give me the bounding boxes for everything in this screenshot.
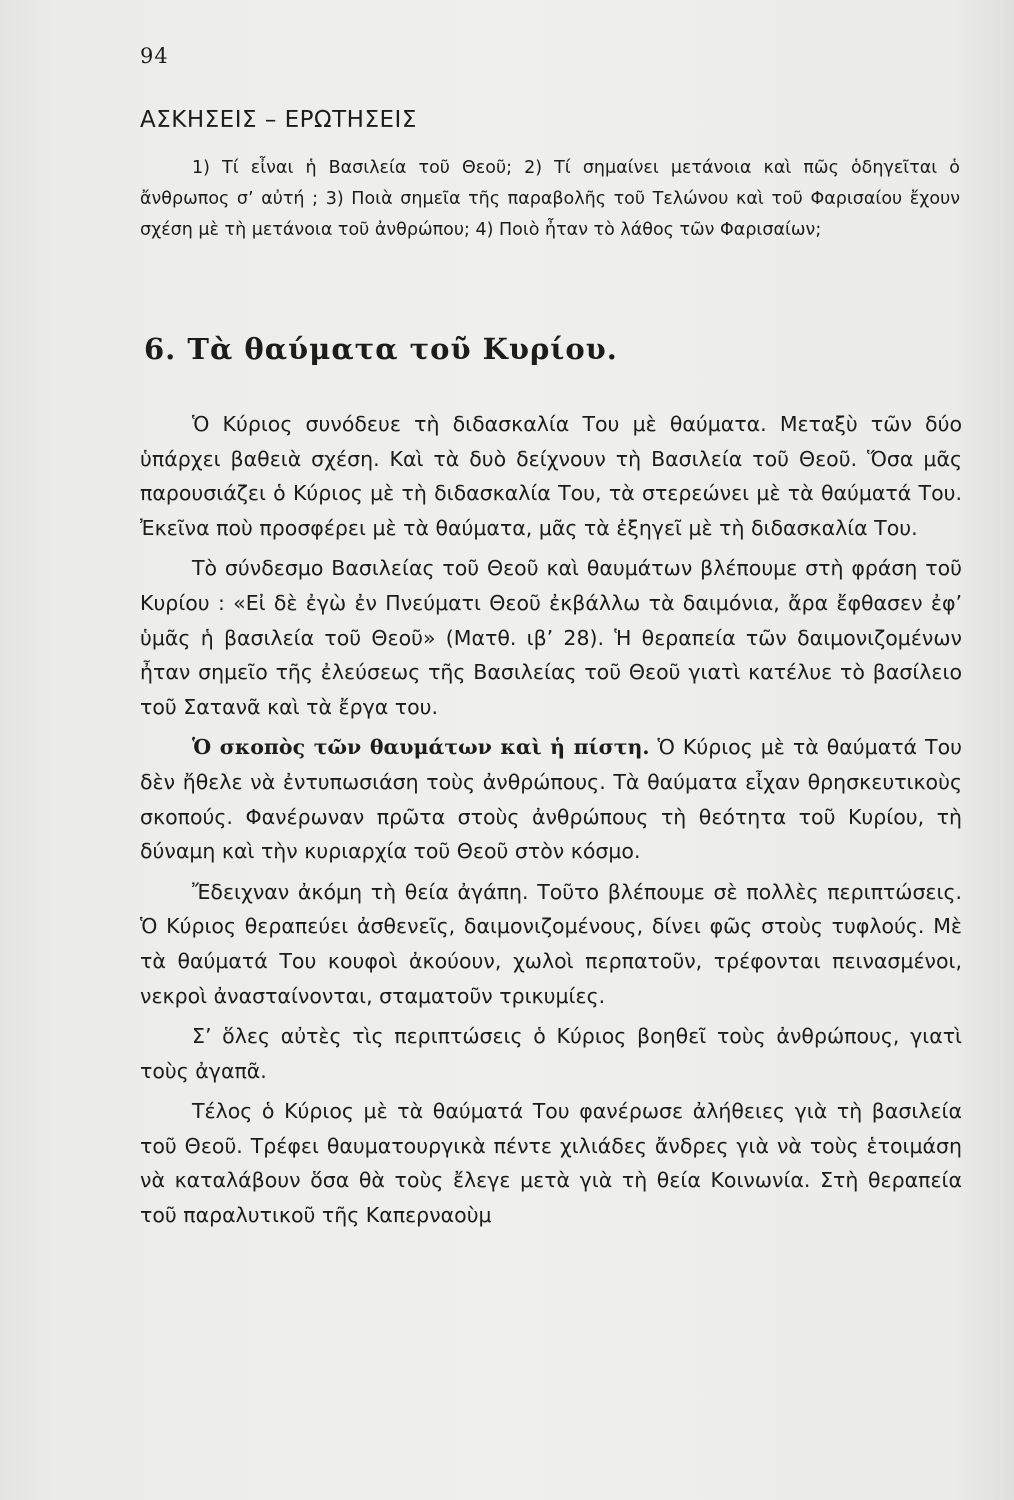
chapter-title: 6. Τὰ θαύματα τοῦ Κυρίου. bbox=[144, 332, 618, 366]
paragraph-helps-people: Σ’ ὅλες αὐτὲς τὶς περιπτώσεις ὁ Κύριος βοηθεῖ τοὺς ἀνθρώπους, γιατὶ τοὺς ἀγαπᾶ. bbox=[140, 1024, 962, 1083]
paragraph-purpose-text: Ὁ Κύριος μὲ τὰ θαύματά Του δὲν ἤθελε νὰ ἐντυπωσιάση τοὺς ἀνθρώπους. Τὰ θαύματα εἶχαν θρησκευτικοὺς σκοπούς. Φανέρωναν πρῶτα στοὺς ἀνθρώπους τὴ θεότητα τοῦ Κυρίου, τὴ δύναμη καὶ τὴν κυριαρχία τοῦ Θεοῦ στὸν κόσμο. bbox=[140, 735, 962, 864]
paragraph-miracles-teaching: Ὁ Κύριος συνόδευε τὴ διδασκαλία Του μὲ θαύματα. Μεταξὺ τῶν δύο ὑπάρχει βαθειὰ σχέση. Καὶ τὰ δυὸ δείχνουν τὴ Βασιλεία τοῦ Θεοῦ. Ὅσα μᾶς παρουσιάζει ὁ Κύριος μὲ τὴ διδασκαλία Του, τὰ στερεώνει μὲ τὰ θαύματά Του. Ἐκεῖνα ποὺ προσφέρει μὲ τὰ θαύματα, μᾶς τὰ ἐξηγεῖ μὲ τὴ διδασκαλία Του. bbox=[140, 412, 962, 540]
page-number: 94 bbox=[140, 44, 169, 68]
paragraph-purpose bbox=[140, 730, 962, 868]
section-subheading: Ὁ σκοπὸς τῶν θαυμάτων καὶ ἡ πίστη. bbox=[192, 735, 650, 760]
paragraph-kingdom-link: Τὸ σύνδεσμο Βασιλείας τοῦ Θεοῦ καὶ θαυμάτων βλέπουμε στὴ φράση τοῦ Κυρίου : «Εἰ δὲ ἐγὼ ἐν Πνεύματι Θεοῦ ἐκβάλλω τὰ δαιμόνια, ἄρα ἔφθασεν ἐφ’ ὑμᾶς ἡ βασιλεία τοῦ Θεοῦ» (Ματθ. ιβ’ 28). Ἡ θεραπεία τῶν δαιμονιζομένων ἦταν σημεῖο τῆς ἐλεύσεως τῆς Βασιλείας τοῦ Θεοῦ γιατὶ κατέλυε τὸ βασίλειο τοῦ Σατανᾶ καὶ τὰ ἔργα του. bbox=[140, 556, 962, 719]
exercises-questions: 1) Τί εἶναι ἡ Βασιλεία τοῦ Θεοῦ; 2) Τί σημαίνει μετάνοια καὶ πῶς ὁδηγεῖται ὁ ἄνθρωπος σ’ αὐτή ; 3) Ποιὰ σημεῖα τῆς παραβολῆς τοῦ Τελώνου καὶ τοῦ Φαρισαίου ἔχουν σχέση μὲ τὴ μετάνοια τοῦ ἀνθρώπου; 4) Ποιὸ ἦταν τὸ λάθος τῶν Φαρισαίων; bbox=[140, 158, 960, 240]
paragraph-divine-love: Ἔδειχναν ἀκόμη τὴ θεία ἀγάπη. Τοῦτο βλέπουμε σὲ πολλὲς περιπτώσεις. Ὁ Κύριος θεραπεύει ἀσθενεῖς, δαιμονιζομένους, δίνει φῶς στοὺς τυφλούς. Μὲ τὰ θαύματά Του κουφοὶ ἀκούουν, χωλοὶ περπατοῦν, τρέφονται πεινασμένοι, νεκροὶ ἀνασταίνονται, σταματοῦν τρικυμίες. bbox=[140, 879, 962, 1008]
exercises-heading: ΑΣΚΗΣΕΙΣ – ΕΡΩΤΗΣΕΙΣ bbox=[140, 107, 417, 133]
paragraph-revealed-truths: Τέλος ὁ Κύριος μὲ τὰ θαύματά Του φανέρωσε ἀλήθειες γιὰ τὴ βασιλεία τοῦ Θεοῦ. Τρέφει θαυματουργικὰ πέντε χιλιάδες ἄνδρες γιὰ νὰ τοὺς ἑτοιμάση νὰ καταλάβουν ὅσα θὰ τοὺς ἔλεγε μετὰ γιὰ τὴ θεία Κοινωνία. Στὴ θεραπεία τοῦ παραλυτικοῦ τῆς Καπερναοὺμ bbox=[140, 1099, 962, 1228]
chapter-body bbox=[140, 407, 962, 1239]
